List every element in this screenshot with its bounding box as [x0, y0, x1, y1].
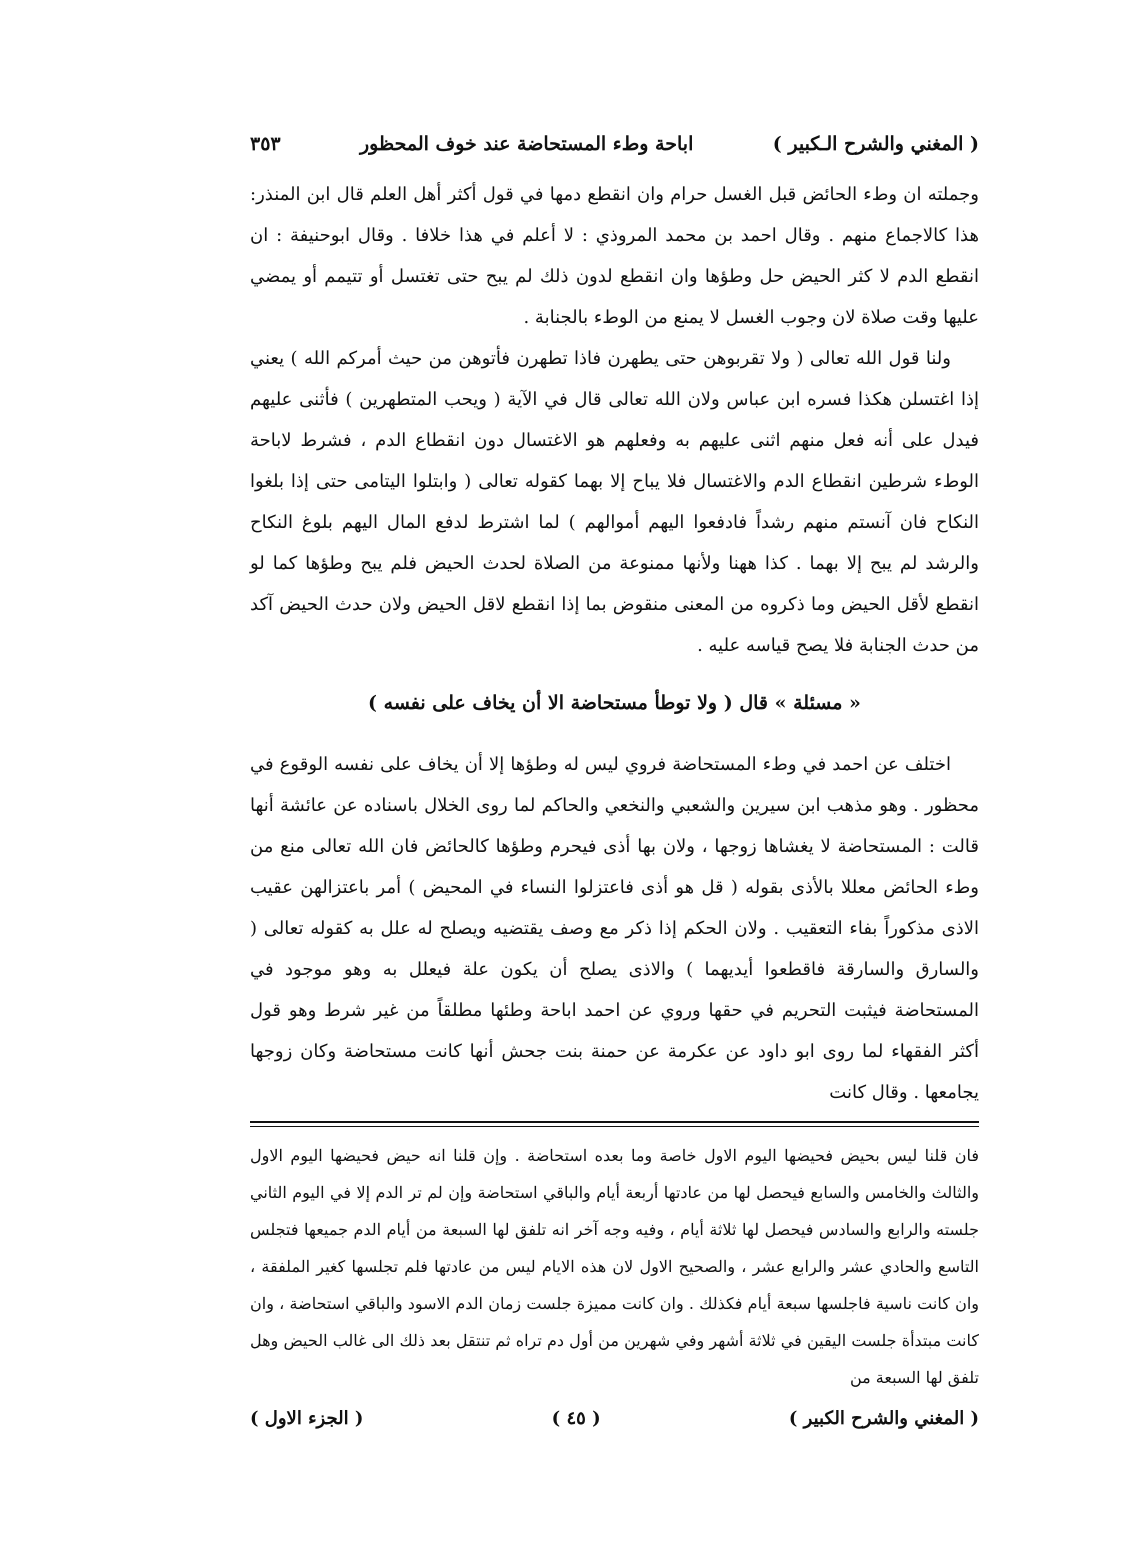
- paragraph-1: وجملته ان وطء الحائض قبل الغسل حرام وان انقطع دمها في قول أكثر أهل العلم قال ابن المنذر: هذا كالاجماع منهم . وقال احمد بن محمد المروذي : لا أعلم في هذا خلافا . وقال ابوحنيفة : ان انقطع الدم لا كثر الحيض حل وطؤها وان انقطع لدون ذلك لم يبح حتى تغتسل أو تتيمم أو يمضي عليها وقت صلاة لان وجوب الغسل لا يمنع من الوطء بالجنابة .: [250, 184, 979, 328]
- main-text: [250, 174, 979, 1113]
- paragraph-2: ولنا قول الله تعالى ( ولا تقربوهن حتى يطهرن فاذا تطهرن فأتوهن من حيث أمركم الله ) يعني إذا اغتسلن هكذا فسره ابن عباس ولان الله تعالى قال في الآية ( ويحب المتطهرين ) فأثنى عليهم فيدل على أنه فعل منهم اثنى عليهم به وفعلهم هو الاغتسال دون انقطاع الدم ، فشرط لاباحة الوطء شرطين انقطاع الدم والاغتسال فلا يباح إلا بهما كقوله تعالى ( وابتلوا اليتامى حتى إذا بلغوا النكاح فان آنستم منهم رشداً فادفعوا اليهم أموالهم ) لما اشترط لدفع المال اليهم بلوغ النكاح والرشد لم يبح إلا بهما . كذا ههنا ولأنها ممنوعة من الصلاة لحدث الحيض فلم يبح وطؤها كما لو انقطع لأقل الحيض وما ذكروه من المعنى منقوض بما إذا انقطع لاقل الحيض ولان حدث الحيض آكد من حدث الجنابة فلا يصح قياسه عليه .: [250, 348, 979, 656]
- footer-sheet-number: ( ٤٥ ): [551, 1407, 601, 1429]
- header-section-title: اباحة وطء المستحاضة عند خوف المحظور: [360, 133, 694, 155]
- header-book-title: ( المغني والشرح الـكبير ): [772, 133, 979, 155]
- footnote-text: فان قلنا ليس بحيض فحيضها اليوم الاول خاصة وما بعده استحاضة . وإن قلنا انه حيض فحيضها اليوم الاول والثالث والخامس والسابع فيحصل لها من عادتها أربعة أيام والباقي استحاضة وإن لم تر الدم إلا في اليوم الثاني جلسته والرابع والسادس فيحصل لها ثلاثة أيام ، وفيه وجه آخر انه تلفق لها السبعة من أيام الدم جميعها فتجلس التاسع والحادي عشر والرابع عشر ، والصحيح الاول لان هذه الايام ليس من عادتها فلم تجلسها كغير الملفقة ، وان كانت ناسية فاجلسها سبعة أيام فكذلك . وان كانت مميزة جلست زمان الدم الاسود والباقي استحاضة ، وان كانت مبتدأة جلست اليقين في ثلاثة أشهر وفي شهرين من أول دم تراه ثم تنتقل بعد ذلك الى غالب الحيض وهل تلفق لها السبعة من: [250, 1146, 980, 1387]
- footnote-divider: [250, 1121, 979, 1127]
- page-footer: [250, 1400, 979, 1436]
- running-header: [250, 124, 979, 164]
- footer-book-title: ( المغني والشرح الكبير ): [788, 1407, 979, 1429]
- section-heading: « مسئلة » قال ( ولا توطأ مستحاضة الا أن يخاف على نفسه ): [368, 692, 861, 714]
- page-number: ٣٥٣: [250, 133, 281, 155]
- footnote: [250, 1137, 979, 1396]
- footer-volume: ( الجزء الاول ): [250, 1407, 364, 1429]
- paragraph-3: اختلف عن احمد في وطء المستحاضة فروي ليس له وطؤها إلا أن يخاف على نفسه الوقوع في محظور . وهو مذهب ابن سيرين والشعبي والنخعي والحاكم لما روى الخلال باسناده عن عائشة أنها قالت : المستحاضة لا يغشاها زوجها ، ولان بها أذى فيحرم وطؤها كالحائض فان الله تعالى منع من وطء الحائض معللا بالأذى بقوله ( قل هو أذى فاعتزلوا النساء في المحيض ) أمر باعتزالهن عقيب الاذى مذكوراً بفاء التعقيب . ولان الحكم إذا ذكر مع وصف يقتضيه ويصلح له علل به كقوله تعالى ( والسارق والسارقة فاقطعوا أيديهما ) والاذى يصلح أن يكون علة فيعلل به وهو موجود في المستحاضة فيثبت التحريم في حقها وروي عن احمد اباحة وطئها مطلقاً من غير شرط وهو قول أكثر الفقهاء لما روى ابو داود عن عكرمة عن حمنة بنت جحش أنها كانت مستحاضة وكان زوجها يجامعها . وقال كانت: [250, 754, 979, 1103]
